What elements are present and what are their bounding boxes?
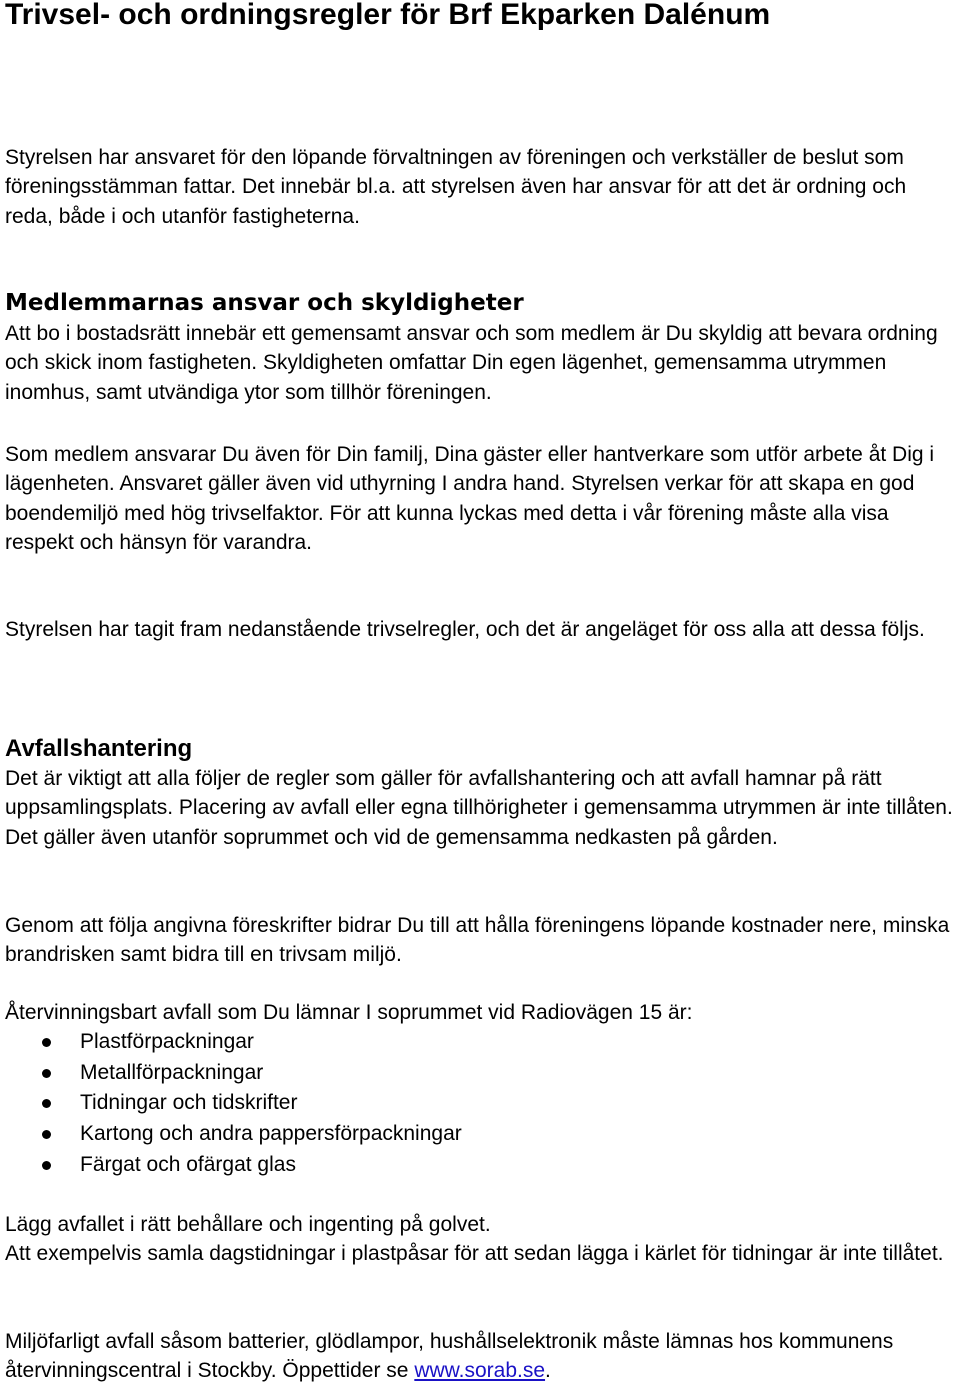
waste-paragraph-1: Det är viktigt att alla följer de regler som gäller för avfallshantering och att avfall hamnar på rätt uppsamlingsplats. Placering av avfall eller egna tillhörigheter i gemensamma utrymmen är inte tillåten. Det gäller även utanför soprummet och vid de gemensamma nedkasten på gården. (5, 767, 953, 849)
waste-paragraph-2: Genom att följa angivna föreskrifter bidrar Du till att hålla föreningens löpande kostnader nere, minska brandrisken samt bidra till en trivsam miljö. (5, 914, 950, 967)
bullet-icon (42, 1069, 51, 1078)
list-item (5, 1119, 957, 1150)
members-paragraph-3: Styrelsen har tagit fram nedanstående trivselregler, och det är angeläget för oss alla att dessa följs. (5, 618, 925, 641)
bullet-icon (42, 1038, 51, 1047)
waste-section-2 (5, 911, 957, 970)
waste-section-3 (5, 1210, 957, 1269)
members-section-2 (5, 440, 957, 557)
recycle-intro: Återvinningsbart avfall som Du lämnar I soprummet vid Radiovägen 15 är: (5, 1001, 693, 1024)
list-item-label: Plastförpackningar (80, 1030, 254, 1054)
list-item-label: Färgat och ofärgat glas (80, 1152, 296, 1176)
list-item-label: Tidningar och tidskrifter (80, 1091, 298, 1115)
bullet-icon (42, 1161, 51, 1170)
list-item (5, 1027, 957, 1058)
waste-paragraph-4-end: . (545, 1359, 551, 1383)
waste-paragraph-3a: Lägg avfallet i rätt behållare och ingenting på golvet. (5, 1213, 491, 1236)
list-item (5, 1058, 957, 1089)
waste-paragraph-4-text: Miljöfarligt avfall såsom batterier, glödlampor, hushållselektronik måste lämnas hos kommunens återvinningscentral i Stockby. Öppettider se (5, 1330, 894, 1383)
waste-section (5, 733, 957, 852)
sorab-link[interactable]: www.sorab.se (414, 1359, 546, 1383)
waste-heading: Avfallshantering (5, 735, 193, 762)
waste-paragraph-3b: Att exempelvis samla dagstidningar i plastpåsar för att sedan lägga i kärlet för tidningar är inte tillåtet. (5, 1242, 944, 1266)
members-section (5, 288, 957, 407)
list-item-label: Metallförpackningar (80, 1060, 264, 1084)
intro-section (5, 143, 957, 231)
members-section-3 (5, 615, 957, 644)
members-paragraph-1: Att bo i bostadsrätt innebär ett gemensamt ansvar och som medlem är Du skyldig att bevara ordning och skick inom fastigheten. Skyldigheten omfattar Din egen lägenhet, gemensamma utrymmen inomhus, samt utvändiga ytor som tillhör föreningen. (5, 322, 938, 404)
recycle-section (5, 998, 957, 1180)
list-item (5, 1150, 957, 1181)
waste-section-4 (5, 1327, 957, 1386)
members-heading: Medlemmarnas ansvar och skyldigheter (5, 290, 524, 316)
members-paragraph-2: Som medlem ansvarar Du även för Din familj, Dina gäster eller hantverkare som utför arbete åt Dig i lägenheten. Ansvaret gäller även vid uthyrning I andra hand. Styrelsen verkar för att skapa en god boendemiljö med hög trivselfaktor. För att kunna lyckas med detta i vår förening måste alla visa respekt och hänsyn för varandra. (5, 443, 935, 554)
page-title: Trivsel- och ordningsregler för Brf Ekparken Dalénum (5, 0, 771, 31)
waste-paragraph-4 (5, 1327, 957, 1386)
bullet-icon (42, 1099, 51, 1108)
recycle-list (5, 1027, 957, 1180)
list-item-label: Kartong och andra pappersförpackningar (80, 1122, 462, 1146)
bullet-icon (42, 1130, 51, 1139)
list-item (5, 1088, 957, 1119)
intro-paragraph: Styrelsen har ansvaret för den löpande förvaltningen av föreningen och verkställer de beslut som föreningsstämman fattar. Det innebär bl.a. att styrelsen även har ansvar för att det är ordning och reda, både i och utanför fastigheterna. (5, 146, 907, 228)
